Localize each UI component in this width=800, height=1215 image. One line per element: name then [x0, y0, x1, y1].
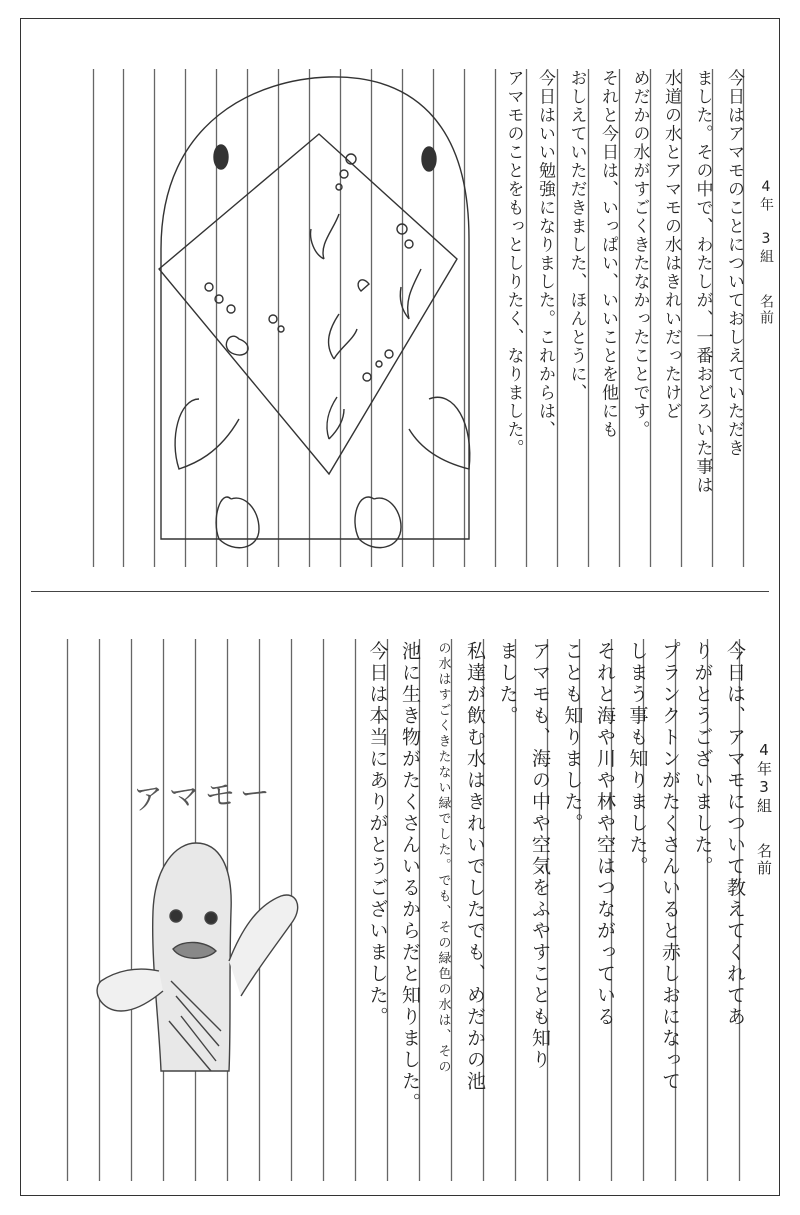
- essay-line: プランクトンがたくさんいると赤しおになって: [659, 641, 681, 1093]
- essay-line: 私達が飲む水はきれいでしたでも、めだかの池: [464, 641, 486, 1093]
- essay-line: おしえていただきました、ほんとうに、: [566, 69, 587, 402]
- bottom-essay-section: [21, 591, 779, 1197]
- essay-line: ました。: [496, 641, 519, 727]
- essay-line: 池に生き物がたくさんいるからだと知りました。: [399, 641, 421, 1114]
- class-label-top: 4年 3組: [758, 179, 774, 265]
- essay-text-top: [497, 69, 749, 569]
- top-essay-section: [21, 19, 779, 591]
- essay-line: アマモも、海の中や空気をふやすことも知り: [529, 641, 551, 1071]
- essay-line: 今日は、アマモについて教えてくれてあ: [724, 641, 746, 1028]
- essay-line: それと海や川や林や空はつながっている: [594, 641, 616, 1028]
- essay-line: それと今日は、いっぱい、いいことを他にも: [598, 69, 618, 439]
- essay-line: りがとうございました。: [691, 641, 714, 878]
- essay-line: 今日はいい勉強になりました。これからは、: [535, 69, 555, 439]
- drawing-label: アマモー: [132, 775, 277, 818]
- essay-line: 今日はアマモのことについておしえていただき: [724, 69, 744, 458]
- essay-sheet: [20, 18, 780, 1196]
- amamo-character-drawing: [81, 821, 321, 1081]
- essay-text-bottom: [361, 641, 751, 1186]
- essay-line: 水道の水とアマモの水はきれいだったけど: [661, 69, 681, 421]
- essay-line: アマモのことをもっとしりたく、なりました。: [503, 69, 524, 458]
- essay-line: の水はすごくきたない緑でした。でも、その緑色の水は、その: [435, 641, 451, 1075]
- creature-drawing: [139, 59, 489, 564]
- essay-line: しまう事も知りました。: [626, 641, 649, 878]
- name-label-bottom: 名前: [755, 843, 773, 877]
- class-label-bottom: 4年3組: [755, 741, 773, 815]
- essay-line: ました。その中で、わたしが、一番おどろいた事は: [692, 69, 713, 495]
- essay-line: ことも知りました。: [561, 641, 584, 835]
- essay-line: 今日は本当にありがとうございました。: [366, 641, 389, 1028]
- essay-line: めだかの水がすごくきたなかったことです。: [629, 69, 650, 439]
- name-label-top: 名前: [758, 294, 774, 326]
